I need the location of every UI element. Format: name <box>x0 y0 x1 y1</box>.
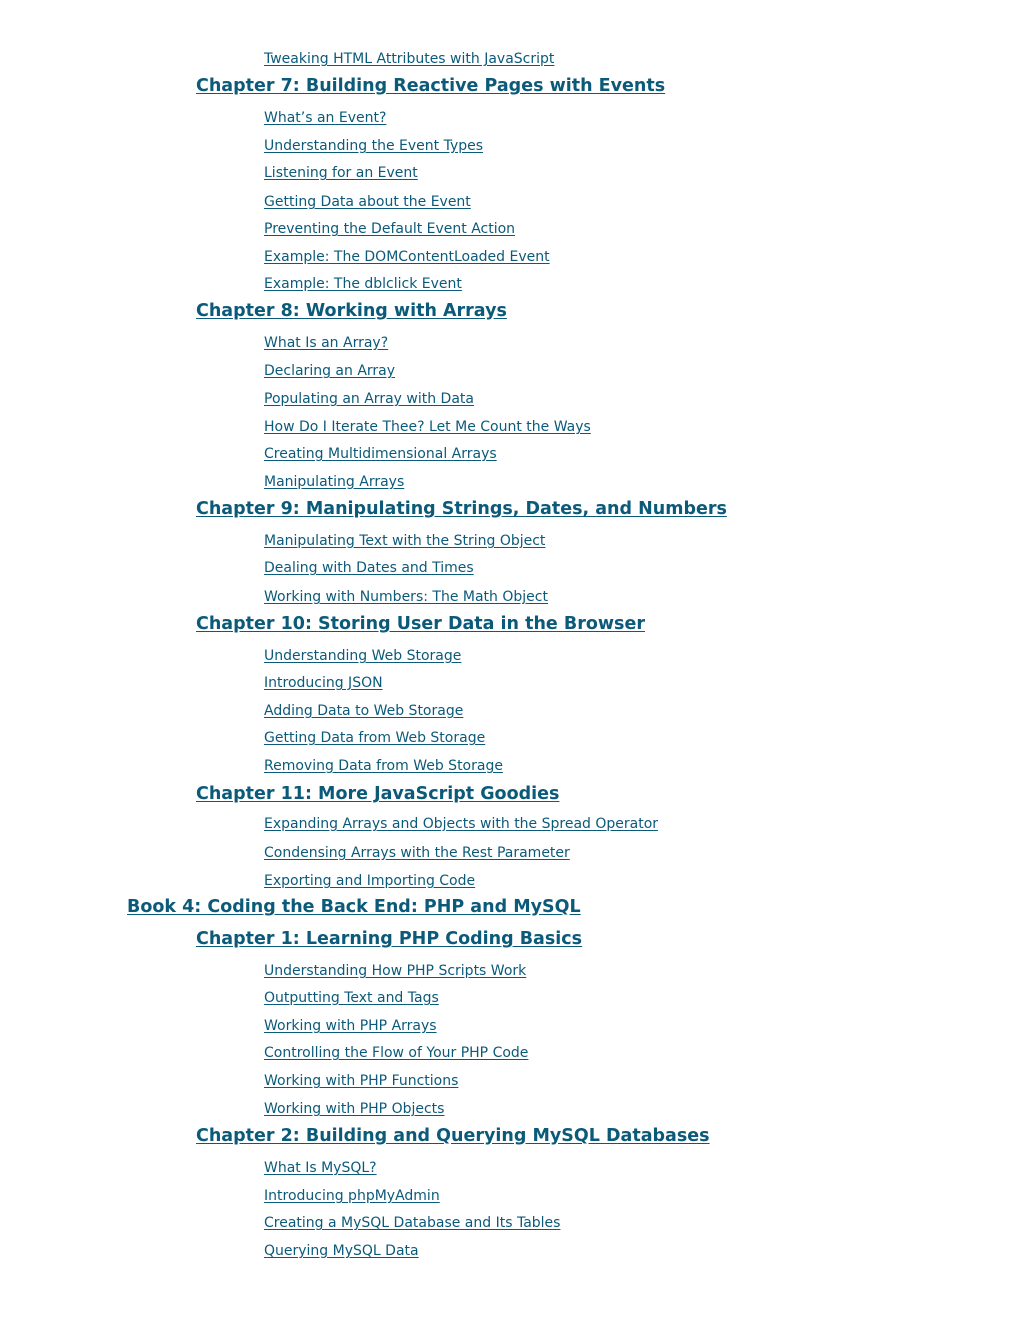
toc-section-link[interactable]: Understanding How PHP Scripts Work <box>264 963 527 979</box>
toc-section-link[interactable]: Tweaking HTML Attributes with JavaScript <box>264 51 555 67</box>
toc-section-link[interactable]: Exporting and Importing Code <box>264 873 476 889</box>
toc-section-link[interactable]: Creating Multidimensional Arrays <box>264 446 497 462</box>
toc-chapter-link[interactable]: Chapter 1: Learning PHP Coding Basics <box>196 929 583 949</box>
toc-section-link[interactable]: Working with Numbers: The Math Object <box>264 589 548 605</box>
toc-section-link[interactable]: Introducing JSON <box>264 675 383 691</box>
toc-section-link[interactable]: Getting Data about the Event <box>264 194 471 210</box>
toc-section-link[interactable]: Dealing with Dates and Times <box>264 560 474 576</box>
toc-section-link[interactable]: Outputting Text and Tags <box>264 990 439 1006</box>
toc-book-link[interactable]: Book 4: Coding the Back End: PHP and MySQL <box>127 897 581 917</box>
toc-section-link[interactable]: Working with PHP Functions <box>264 1073 459 1089</box>
toc-section-link[interactable]: Example: The dblclick Event <box>264 276 462 292</box>
toc-section-link[interactable]: What Is MySQL? <box>264 1160 377 1176</box>
toc-section-link[interactable]: Working with PHP Arrays <box>264 1018 437 1034</box>
toc-section-link[interactable]: Expanding Arrays and Objects with the Spread Operator <box>264 816 659 832</box>
toc-section-link[interactable]: Populating an Array with Data <box>264 391 474 407</box>
toc-section-link[interactable]: Condensing Arrays with the Rest Parameter <box>264 845 570 861</box>
toc-section-link[interactable]: Manipulating Text with the String Object <box>264 533 546 549</box>
toc-section-link[interactable]: What Is an Array? <box>264 335 389 351</box>
toc-chapter-link[interactable]: Chapter 8: Working with Arrays <box>196 301 507 321</box>
toc-section-link[interactable]: What’s an Event? <box>264 110 387 126</box>
toc-section-link[interactable]: Creating a MySQL Database and Its Tables <box>264 1215 561 1231</box>
toc-section-link[interactable]: Working with PHP Objects <box>264 1101 445 1117</box>
toc-section-link[interactable]: Adding Data to Web Storage <box>264 703 464 719</box>
toc-section-link[interactable]: Understanding Web Storage <box>264 648 462 664</box>
toc-chapter-link[interactable]: Chapter 2: Building and Querying MySQL Databases <box>196 1126 710 1146</box>
toc-section-link[interactable]: Understanding the Event Types <box>264 138 484 154</box>
toc-section-link[interactable]: Getting Data from Web Storage <box>264 730 486 746</box>
toc-section-link[interactable]: Manipulating Arrays <box>264 474 405 490</box>
toc-section-link[interactable]: Controlling the Flow of Your PHP Code <box>264 1045 529 1061</box>
toc-section-link[interactable]: Querying MySQL Data <box>264 1243 419 1259</box>
toc-chapter-link[interactable]: Chapter 7: Building Reactive Pages with Events <box>196 76 666 96</box>
toc-section-link[interactable]: Listening for an Event <box>264 165 418 181</box>
toc-chapter-link[interactable]: Chapter 10: Storing User Data in the Browser <box>196 614 645 634</box>
toc-section-link[interactable]: Removing Data from Web Storage <box>264 758 503 774</box>
toc-section-link[interactable]: Declaring an Array <box>264 363 396 379</box>
toc-section-link[interactable]: Preventing the Default Event Action <box>264 221 516 237</box>
toc-section-link[interactable]: How Do I Iterate Thee? Let Me Count the Ways <box>264 419 591 435</box>
toc-chapter-link[interactable]: Chapter 11: More JavaScript Goodies <box>196 784 560 804</box>
toc-section-link[interactable]: Introducing phpMyAdmin <box>264 1188 440 1204</box>
toc-section-link[interactable]: Example: The DOMContentLoaded Event <box>264 249 550 265</box>
toc-chapter-link[interactable]: Chapter 9: Manipulating Strings, Dates, and Numbers <box>196 499 727 519</box>
